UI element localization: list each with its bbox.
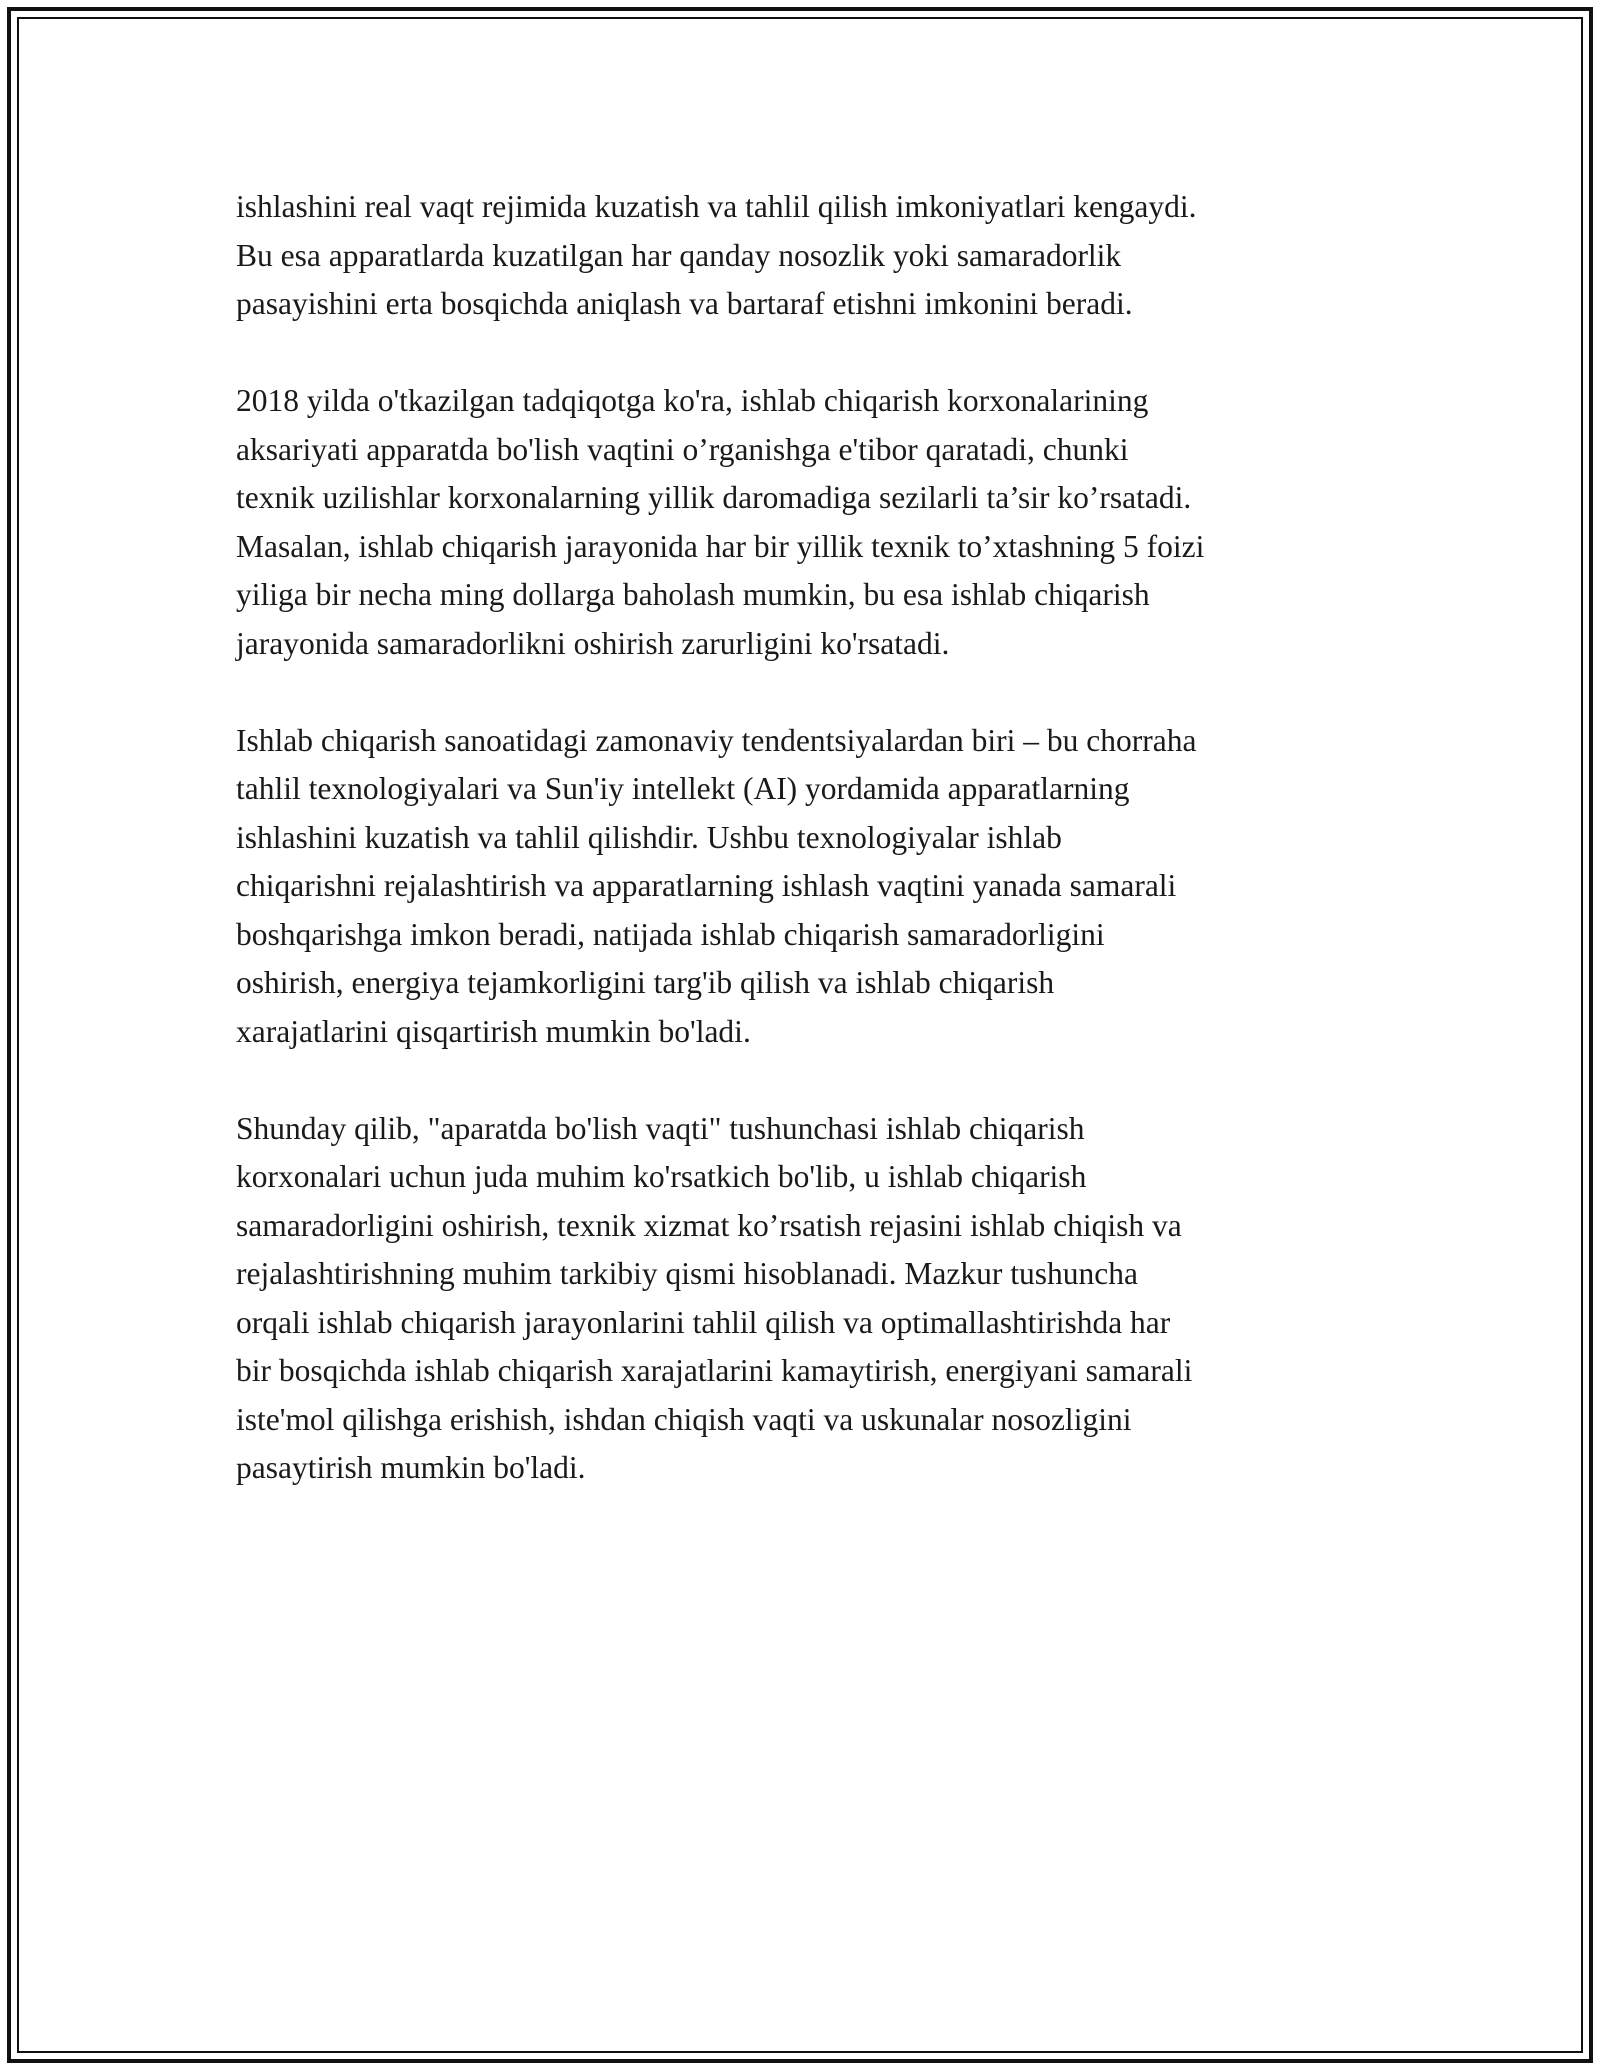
text-line: Bu esa apparatlarda kuzatilgan har qanday nosozlik yoki samaradorlik xyxy=(236,237,1122,273)
text-line: 2018 yilda o'tkazilgan tadqiqotga ko'ra, ishlab chiqarish korxonalarining xyxy=(236,383,1149,418)
text-line: boshqarishga imkon beradi, natijada ishlab chiqarish samaradorligini xyxy=(236,916,1105,952)
text-line: pasaytirish mumkin bo'ladi. xyxy=(236,1450,586,1485)
text-line: texnik uzilishlar korxonalarning yillik daromadiga sezilarli ta’sir ko’rsatadi. xyxy=(236,480,1192,515)
text-line: pasayishini erta bosqichda aniqlash va bartaraf etishni imkonini beradi. xyxy=(236,286,1133,321)
text-line: korxonalari uchun juda muhim ko'rsatkich bo'lib, u ishlab chiqarish xyxy=(236,1159,1087,1194)
text-line: orqali ishlab chiqarish jarayonlarini tahlil qilish va optimallashtirishda har xyxy=(236,1304,1171,1340)
text-line: Ishlab chiqarish sanoatidagi zamonaviy tendentsiyalardan biri – bu chorraha xyxy=(236,722,1197,758)
text-line: oshirish, energiya tejamkorligini targ'ib qilish va ishlab chiqarish xyxy=(236,965,1055,1000)
paragraph-research-2018 xyxy=(236,377,1396,668)
text-line: ishlashini real vaqt rejimida kuzatish va tahlil qilish imkoniyatlari kengaydi. xyxy=(236,189,1197,224)
text-line: bir bosqichda ishlab chiqarish xarajatlarini kamaytirish, energiyani samarali xyxy=(236,1353,1193,1388)
text-line: aksariyati apparatda bo'lish vaqtini o’rganishga e'tibor qaratadi, chunki xyxy=(236,431,1129,467)
text-line: rejalashtirishning muhim tarkibiy qismi hisoblanadi. Mazkur tushuncha xyxy=(236,1256,1138,1291)
text-line: iste'mol qilishga erishish, ishdan chiqish vaqti va uskunalar nosozligini xyxy=(236,1401,1132,1437)
text-line: jarayonida samaradorlikni oshirish zarurligini ko'rsatadi. xyxy=(236,625,950,661)
text-line: Masalan, ishlab chiqarish jarayonida har bir yillik texnik to’xtashning 5 foizi xyxy=(236,528,1205,564)
text-line: xarajatlarini qisqartirish mumkin bo'ladi. xyxy=(236,1013,751,1049)
text-line: yiliga bir necha ming dollarga baholash mumkin, bu esa ishlab chiqarish xyxy=(236,577,1150,612)
text-line: ishlashini kuzatish va tahlil qilishdir. Ushbu texnologiyalar ishlab xyxy=(236,819,1062,855)
text-line: samaradorligini oshirish, texnik xizmat ko’rsatish rejasini ishlab chiqish va xyxy=(236,1207,1182,1243)
page-content xyxy=(236,183,1396,1541)
paragraph-monitoring xyxy=(236,183,1396,329)
paragraph-conclusion xyxy=(236,1105,1396,1493)
text-line: tahlil texnologiyalari va Sun'iy intellekt (AI) yordamida apparatlarning xyxy=(236,771,1130,806)
text-line: Shunday qilib, "aparatda bo'lish vaqti" tushunchasi ishlab chiqarish xyxy=(236,1110,1085,1146)
text-line: chiqarishni rejalashtirish va apparatlarning ishlash vaqtini yanada samarali xyxy=(236,868,1177,903)
paragraph-modern-trends xyxy=(236,717,1396,1057)
